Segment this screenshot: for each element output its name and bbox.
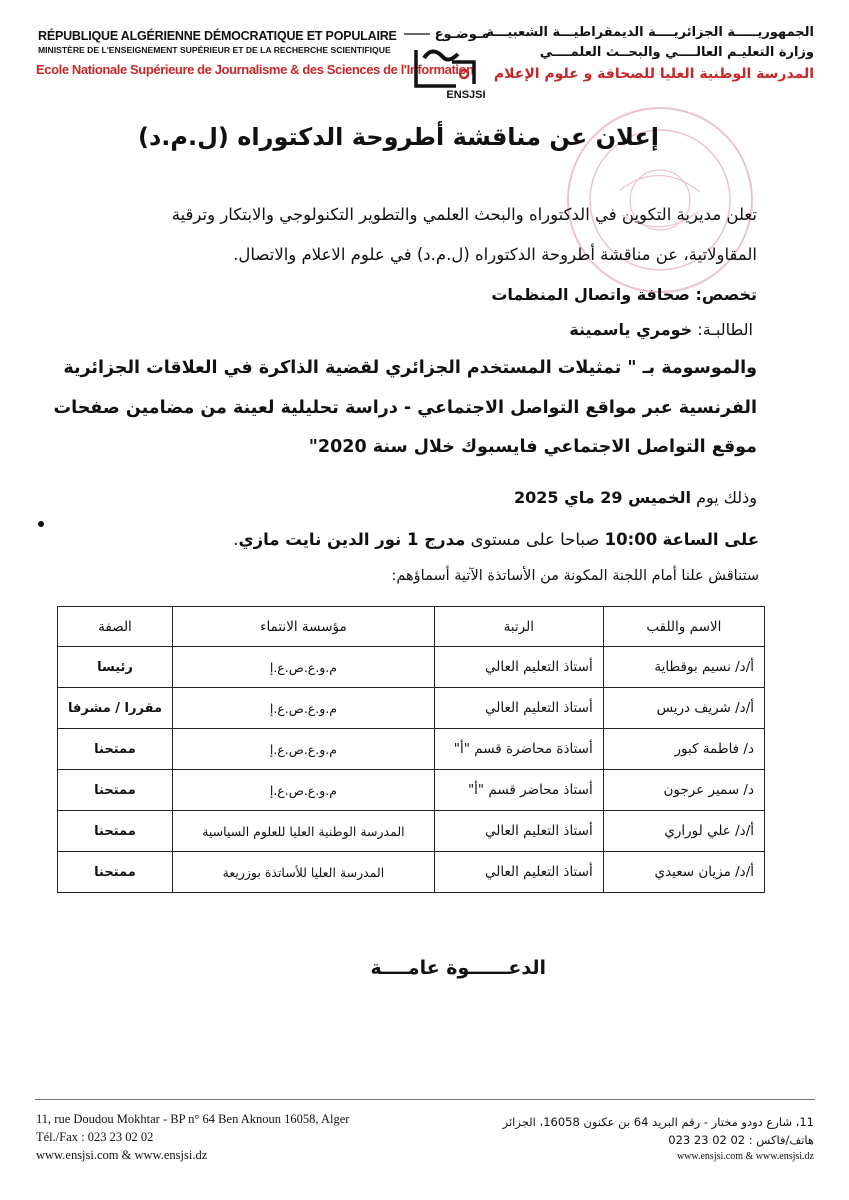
announcement-title: إعلان عن مناقشة أطروحة الدكتوراه (ل.م.د) <box>137 123 659 151</box>
jury-role: ممتحنا <box>58 852 173 893</box>
table-row <box>58 852 765 893</box>
table-row <box>58 811 765 852</box>
jury-role: رئيسا <box>58 647 173 688</box>
jury-name: أ/د/ علي لوراري <box>603 811 764 852</box>
footer-phone-ar: هاتف/فاكس : 02 02 23 023 <box>668 1133 814 1147</box>
header-name: الاسم واللقب <box>603 607 764 647</box>
thesis-title-line-1: والموسومة بـ " تمثيلات المستخدم الجزائري لقضية الذاكرة في العلاقات الجزائرية <box>63 358 757 378</box>
jury-role: ممتحنا <box>58 729 173 770</box>
jury-table <box>57 606 765 893</box>
jury-rank: أستاذ التعليم العالي <box>434 811 603 852</box>
jury-role: مقررا / مشرفا <box>58 688 173 729</box>
thesis-title-line-3: موقع التواصل الاجتماعي فايسبوك خلال سنة 2020" <box>308 437 757 457</box>
footer-address-fr: 11, rue Doudou Mokhtar - BP n° 64 Ben Aknoun 16058, Alger <box>36 1112 350 1126</box>
jury-rank: أستاذ التعليم العالي <box>434 688 603 729</box>
bullet-dot <box>38 521 44 527</box>
time-value: 10:00 <box>604 530 658 549</box>
intro-line-1: تعلن مديرية التكوين في الدكتوراه والبحث العلمي والتطوير التكنولوجي والابتكار وترقية <box>171 205 757 224</box>
jury-rank: أستاذ التعليم العالي <box>434 852 603 893</box>
jury-name: د/ سمير عرجون <box>603 770 764 811</box>
footer-address-ar: 11، شارع دودو مختار - رقم البريد 64 بن عكنون 16058، الجزائر <box>502 1115 814 1129</box>
logo-script: مـوضـوع <box>434 27 490 42</box>
jury-name: د/ فاطمة كبور <box>603 729 764 770</box>
student-row <box>569 320 753 339</box>
jury-name: أ/د/ مزيان سعيدي <box>603 852 764 893</box>
table-header-row <box>58 607 765 647</box>
date-value: الخميس 29 ماي 2025 <box>514 488 691 507</box>
header-ministry-ar: وزارة التعليـم العالــــي والبحــث العلمــــي <box>539 45 814 60</box>
table-row <box>58 688 765 729</box>
jury-name: أ/د/ نسيم بوقطاية <box>603 647 764 688</box>
header-republic-fr: RÉPUBLIQUE ALGÉRIENNE DÉMOCRATIQUE ET POPULAIRE <box>38 29 397 43</box>
student-label: الطالبـة: <box>697 320 753 339</box>
logo-text: ENSJSI <box>446 89 486 101</box>
jury-institution: م.و.ع.ص.ع.إ <box>173 688 435 729</box>
time-middle: صباحا على مستوى <box>470 530 600 549</box>
jury-rank: أستاذ محاضر قسم "أ" <box>434 770 603 811</box>
jury-intro: ستناقش علنا أمام اللجنة المكونة من الأساتذة الآتية أسماؤهم: <box>391 568 759 584</box>
footer-phone-fr: Tél./Fax : 023 23 02 02 <box>36 1130 154 1144</box>
footer-divider <box>35 1099 815 1100</box>
table-row <box>58 647 765 688</box>
jury-name: أ/د/ شريف دريس <box>603 688 764 729</box>
header-school-fr: Ecole Nationale Supérieure de Journalisme & des Sciences de l'Information <box>36 62 474 77</box>
jury-role: ممتحنا <box>58 811 173 852</box>
footer-website-fr: www.ensjsi.com & www.ensjsi.dz <box>36 1148 208 1162</box>
specialty: تخصص: صحافة واتصال المنظمات <box>491 285 757 304</box>
header-institution: مؤسسة الانتماء <box>173 607 435 647</box>
table-row <box>58 729 765 770</box>
header-role: الصفة <box>58 607 173 647</box>
school-logo <box>402 20 498 102</box>
jury-rank: أستاذ التعليم العالي <box>434 647 603 688</box>
jury-institution: م.و.ع.ص.ع.إ <box>173 729 435 770</box>
jury-rank: أستاذة محاضرة قسم "أ" <box>434 729 603 770</box>
public-invitation: الدعــــــوة عامــــة <box>370 957 546 979</box>
jury-institution: المدرسة العليا للأساتذة بوزريعة <box>173 852 435 893</box>
time-prefix: على الساعة <box>662 530 759 549</box>
footer-website-ar: www.ensjsi.com & www.ensjsi.dz <box>676 1151 814 1162</box>
header-ministry-fr: MINISTÈRE DE L'ENSEIGNEMENT SUPÉRIEUR ET DE LA RECHERCHE SCIENTIFIQUE <box>38 45 391 55</box>
intro-line-2: المقاولاتية، عن مناقشة أطروحة الدكتوراه (ل.م.د) في علوم الاعلام والاتصال. <box>233 245 757 264</box>
defense-date <box>514 488 757 507</box>
defense-time-venue: على الساعة 10:00 صباحا على مستوى مدرج 1 نور الدين نايت مازي. <box>233 530 759 549</box>
thesis-title-line-2: الفرنسية عبر مواقع التواصل الاجتماعي - دراسة تحليلية لعينة من مضامين صفحات <box>53 398 757 418</box>
jury-institution: م.و.ع.ص.ع.إ <box>173 647 435 688</box>
table-row <box>58 770 765 811</box>
student-name: خومري ياسمينة <box>569 320 693 339</box>
jury-role: ممتحنا <box>58 770 173 811</box>
jury-institution: المدرسة الوطنية العليا للعلوم السياسية <box>173 811 435 852</box>
header-republic-ar: الجمهوريـــــة الجزائريــــة الديمقراطيـــة الشعبيـــة <box>486 25 814 40</box>
date-prefix: وذلك يوم <box>696 488 757 507</box>
jury-institution: م.و.ع.ص.ع.إ <box>173 770 435 811</box>
header-rank: الرتبة <box>434 607 603 647</box>
header-school-ar: المدرسة الوطنية العليا للصحافة و علوم الإعلام <box>493 66 814 82</box>
venue: مدرج 1 نور الدين نايت مازي <box>238 530 466 549</box>
